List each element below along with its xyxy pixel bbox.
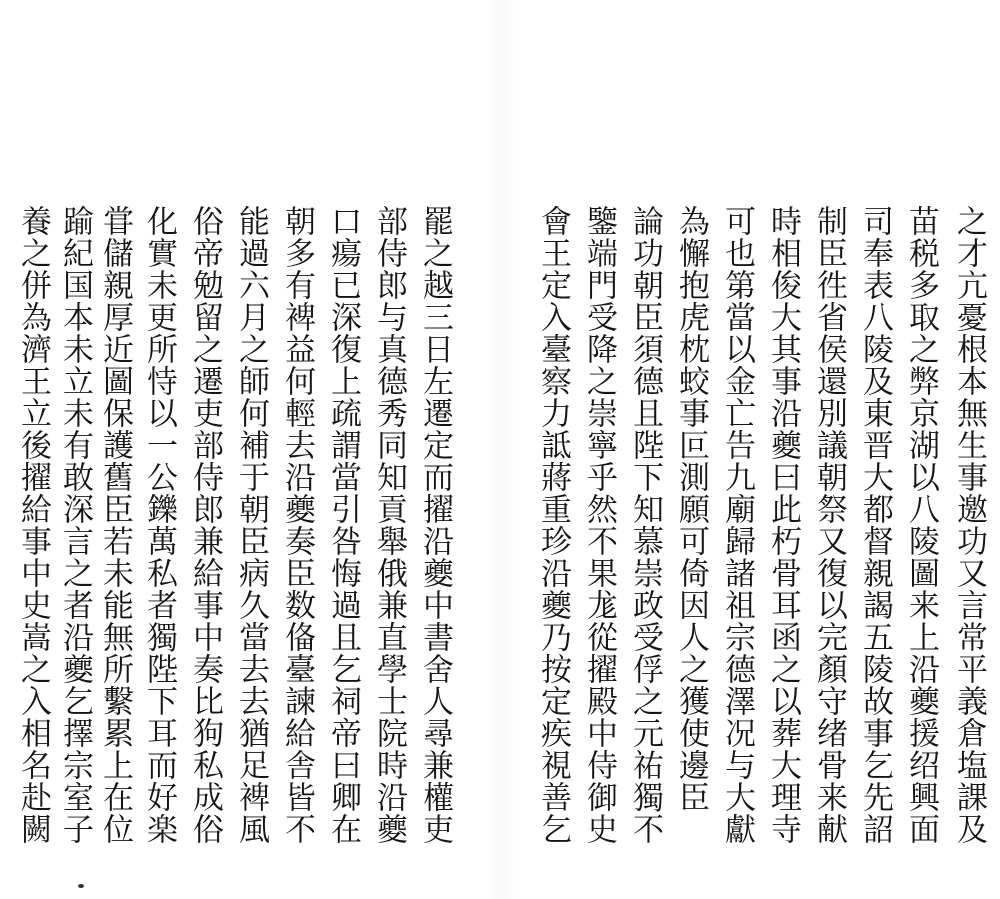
- left-page-column-1: 罷之越三日左遷定而擢沿夔中書舍人尋兼權吏: [417, 205, 453, 845]
- left-page-column-4: 朝多有裨益何輕去沿夔奏臣数俻臺諫給舎皆不: [279, 205, 315, 845]
- left-page-column-3: 口瘍已深復上疏謂當引咎悔過且乞祠帝曰卿在: [325, 205, 361, 845]
- right-page-column-4: 制臣徃省侯還別議朝祭又復以完顏守绪骨来献: [811, 205, 847, 845]
- left-page-column-9: 踰紀国本未立未有敢深言之者沿夔乞擇宗室子: [57, 205, 93, 845]
- right-page-column-7: 為懈抱虎枕蛟事叵測願可倚因人之獲使邊臣: [673, 205, 709, 813]
- left-page-column-10: 養之併為濟王立後擢給事中史嵩之入相名赴闕: [15, 205, 51, 845]
- right-page-column-5: 時相俊大其事沿夔曰此朽骨耳函之以葬大理寺: [765, 205, 801, 845]
- right-page-column-1: 之才亢憂根本無生事邀功又言常平義倉塩課及: [951, 205, 987, 845]
- right-page-column-2: 苗税多取之弊京湖以八陵圖来上沿夔援绍興面: [903, 205, 939, 845]
- right-page-column-8: 論功朝臣須德且陛下知慕崇政受俘之元祐獨不: [627, 205, 663, 845]
- book-gutter: [486, 0, 516, 899]
- ink-speck: [78, 884, 84, 888]
- right-page-column-6: 可也第當以金亡告九廟歸諸祖宗德澤况与大獻: [719, 205, 755, 845]
- right-page-column-10: 會王定入臺察力詆蔣重珍沿夔乃按定疾視善乞: [535, 205, 571, 845]
- left-page-column-5: 能過六月之師何補于朝臣病久當去去猶足裨風: [233, 205, 269, 845]
- left-page-column-6: 俗帝勉留之遷吏部侍郎兼給事中奏比狗私成俗: [187, 205, 223, 845]
- left-page-column-8: 甞儲親厚近圖保護舊臣若未能無所繫累上在位: [97, 205, 133, 845]
- left-page-column-2: 部侍郎与真德秀同知貢舉俄兼直學士院時沿夔: [371, 205, 407, 845]
- right-page-column-9: 鑒端門受降之崇寧乎然不果尨從擢殿中侍御史: [581, 205, 617, 845]
- right-page-column-3: 司奉表八陵及東晋大都督親謁五陵故事乞先詔: [857, 205, 893, 845]
- left-page-column-7: 化實未更所恃以一公鑠萬私者獨陛下耳而好楽: [141, 205, 177, 845]
